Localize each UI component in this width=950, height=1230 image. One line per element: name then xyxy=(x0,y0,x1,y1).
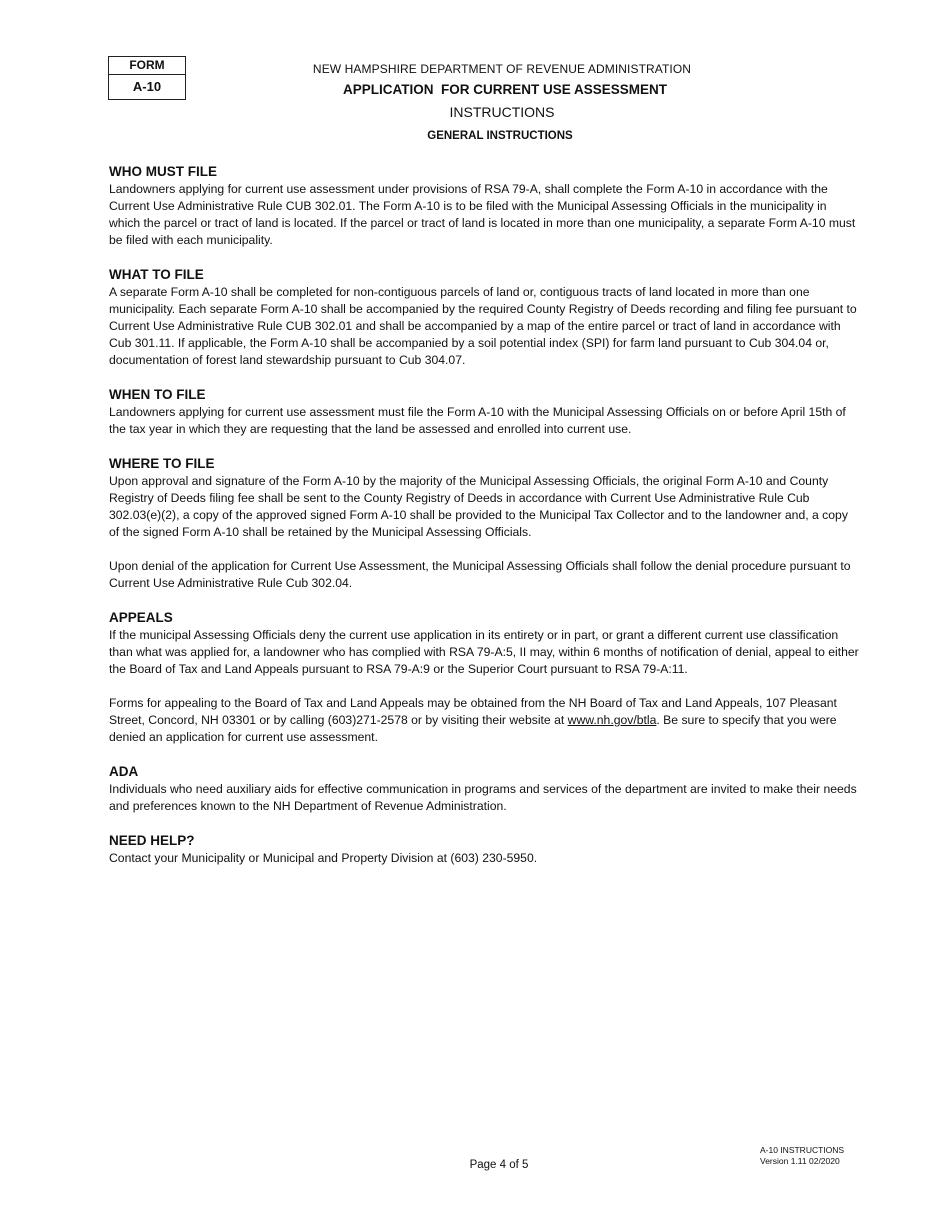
form-number: A-10 xyxy=(132,79,162,94)
section-heading: NEED HELP? xyxy=(109,833,195,848)
section-heading: APPEALS xyxy=(109,610,173,625)
section-paragraph: Individuals who need auxiliary aids for effective communication in programs and services of the department are invited to make their needs and preferences known to the NH Department of Revenue Administration. xyxy=(109,782,857,813)
section-what-to-file xyxy=(109,266,861,369)
department-name: NEW HAMPSHIRE DEPARTMENT OF REVENUE ADMINISTRATION xyxy=(312,62,692,76)
section-paragraph: Landowners applying for current use assessment under provisions of RSA 79-A, shall complete the Form A-10 in accordance with the Current Use Administrative Rule CUB 302.01. The Form A-10 is to be filed with the Municipal Assessing Officials in the municipality in which the parcel or tract of land is located. If the parcel or tract of land is located in more than one municipality, a separate Form A-10 must be filed with each municipality. xyxy=(109,182,856,247)
section-ada xyxy=(109,763,861,815)
section-paragraph: If the municipal Assessing Officials deny the current use application in its entirety or in part, or grant a different current use classification than what was applied for, a landowner who has complied with RSA 79-A:5, II may, within 6 months of notification of denial, appeal to either the Board of Tax and Land Appeals pursuant to RSA 79-A:9 or the Superior Court pursuant to RSA 79-A:11. xyxy=(109,628,859,676)
section-paragraph xyxy=(109,695,861,746)
section-heading: WHEN TO FILE xyxy=(109,387,206,402)
form-label: FORM xyxy=(109,57,185,75)
section-heading: ADA xyxy=(109,764,139,779)
version-label: Version 1.11 02/2020 xyxy=(760,1156,840,1166)
section-paragraph: Upon approval and signature of the Form A-10 by the majority of the Municipal Assessing Officials, the original Form A-10 and County Registry of Deeds filing fee shall be sent to the County Registry of Deeds in accordance with Current Use Administrative Rule Cub 302.03(e)(2), a copy of the approved signed Form A-10 shall be provided to the Municipal Tax Collector and to the landowner and, a copy of the signed Form A-10 shall be retained by the Municipal Assessing Officials. xyxy=(109,474,848,539)
section-when-to-file xyxy=(109,386,861,438)
page-number: Page 4 of 5 xyxy=(469,1159,529,1171)
section-who-must-file xyxy=(109,163,861,249)
section-paragraph: Contact your Municipality or Municipal and Property Division at (603) 230-5950. xyxy=(109,851,538,865)
section-paragraph: A separate Form A-10 shall be completed for non-contiguous parcels of land or, contiguous tracts of land located in more than one municipality. Each separate Form A-10 shall be accompanied by the required County Registry of Deeds recording and filing fee pursuant to Current Use Administrative Rule CUB 302.01 and shall be accompanied by a map of the entire parcel or tract of land in accordance with Cub 301.11. If applicable, the Form A-10 shall be accompanied by a soil potential index (SPI) for farm land pursuant to Cub 304.04 or, documentation of forest land stewardship pursuant to Cub 304.07. xyxy=(109,285,857,367)
document-name: A-10 INSTRUCTIONS xyxy=(760,1145,845,1155)
btla-website-link[interactable]: www.nh.gov/btla xyxy=(567,713,657,727)
section-paragraph: Landowners applying for current use assessment must file the Form A-10 with the Municipal Assessing Officials on or before April 15th of the tax year in which they are requesting that the land be assessed and enrolled into current use. xyxy=(109,405,846,436)
section-heading: WHO MUST FILE xyxy=(109,164,217,179)
section-title: GENERAL INSTRUCTIONS xyxy=(427,130,573,142)
section-heading: WHAT TO FILE xyxy=(109,267,204,282)
instructions-body xyxy=(109,163,861,884)
paragraph-text: . Be sure to specify that you were denied an application for current use assessment. xyxy=(109,713,837,744)
section-heading: WHERE TO FILE xyxy=(109,456,215,471)
section-need-help xyxy=(109,832,861,867)
paragraph-text: Forms for appealing to the Board of Tax and Land Appeals may be obtained from the NH Board of Tax and Land Appeals, 107 Pleasant Street, Concord, NH 03301 or by calling (603)271-2578 or by visiting their website at xyxy=(109,696,837,727)
page-subtitle: INSTRUCTIONS xyxy=(449,104,555,120)
document-version xyxy=(760,1145,844,1167)
section-paragraph: Upon denial of the application for Current Use Assessment, the Municipal Assessing Officials shall follow the denial procedure pursuant to Current Use Administrative Rule Cub 302.04. xyxy=(109,559,851,590)
section-where-to-file xyxy=(109,455,861,592)
section-appeals xyxy=(109,609,861,746)
page-title: APPLICATION FOR CURRENT USE ASSESSMENT xyxy=(342,82,668,97)
